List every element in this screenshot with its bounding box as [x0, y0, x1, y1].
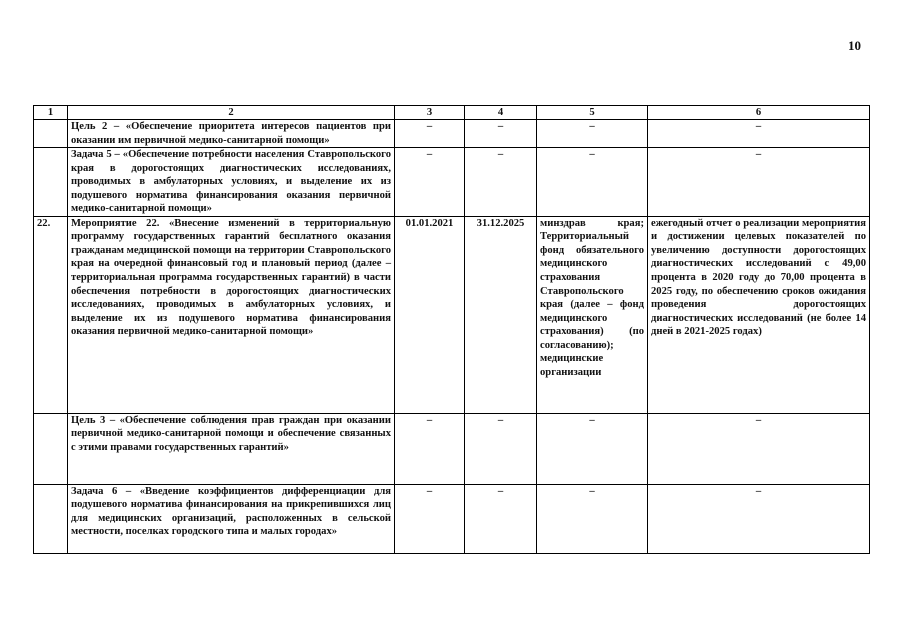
row-description: Задача 6 – «Введение коэффициентов дифференциации для подушевого норматива финансирования на прикрепившихся лиц для медицинских организаций, расположенных в сельской местности, поселках городского типа и малых городах»	[68, 484, 395, 553]
column-header: 6	[648, 106, 870, 120]
row-end-date: –	[465, 148, 537, 217]
row-start-date: –	[395, 148, 465, 217]
row-start-date: –	[395, 484, 465, 553]
row-description: Цель 2 – «Обеспечение приоритета интересов пациентов при оказании им первичной медико-санитарной помощи»	[68, 120, 395, 148]
row-executor: –	[537, 484, 648, 553]
row-number	[34, 148, 68, 217]
row-executor: –	[537, 120, 648, 148]
row-result: –	[648, 413, 870, 484]
page-number: 10	[848, 38, 861, 53]
table-row	[34, 216, 870, 413]
column-header: 2	[68, 106, 395, 120]
column-header: 3	[395, 106, 465, 120]
row-executor: минздрав края; Территориальный фонд обязательного медицинского страхования Ставропольского края (далее – фонд медицинского страхования) (по согласованию); медицинские организации	[537, 216, 648, 413]
row-result: –	[648, 120, 870, 148]
row-end-date: 31.12.2025	[465, 216, 537, 413]
column-header: 1	[34, 106, 68, 120]
table-row	[34, 413, 870, 484]
row-number: 22.	[34, 216, 68, 413]
row-result: –	[648, 148, 870, 217]
row-number	[34, 413, 68, 484]
row-start-date: 01.01.2021	[395, 216, 465, 413]
row-executor: –	[537, 148, 648, 217]
row-start-date: –	[395, 413, 465, 484]
row-result: –	[648, 484, 870, 553]
row-number	[34, 120, 68, 148]
row-end-date: –	[465, 413, 537, 484]
row-result: ежегодный отчет о реализации мероприятия и достижении целевых показателей по увеличению доступности дорогостоящих диагностических исследований с 49,00 процента в 2020 году до 70,00 процента в 2025 году, по обеспечению сроков ожидания проведения дорогостоящих диагностических исследований (не более 14 дней в 2021-2025 годах)	[648, 216, 870, 413]
row-end-date: –	[465, 120, 537, 148]
row-description: Цель 3 – «Обеспечение соблюдения прав граждан при оказании первичной медико-санитарной помощи и обеспечение связанных с этими правами государственных гарантий»	[68, 413, 395, 484]
row-executor: –	[537, 413, 648, 484]
column-header: 4	[465, 106, 537, 120]
row-number	[34, 484, 68, 553]
row-description: Мероприятие 22. «Внесение изменений в территориальную программу государственных гарантий бесплатного оказания гражданам медицинской помощи на территории Ставропольского края на очередной финансовый год и плановый период (далее – территориальная программа государственных гарантий) в части обеспечения потребности в дорогостоящих диагностических исследованиях, проводимых в амбулаторных условиях, и выделение их из подушевого норматива финансирования оказания первичной медико-санитарной помощи»	[68, 216, 395, 413]
row-start-date: –	[395, 120, 465, 148]
table-row	[34, 120, 870, 148]
row-description: Задача 5 – «Обеспечение потребности населения Ставропольского края в дорогостоящих диагностических исследованиях, проводимых в амбулаторных условиях, и выделение их из подушевого норматива финансирования оказания первичной медико-санитарной помощи»	[68, 148, 395, 217]
column-header: 5	[537, 106, 648, 120]
table-row	[34, 484, 870, 553]
table-row	[34, 148, 870, 217]
row-end-date: –	[465, 484, 537, 553]
program-measures-table	[33, 105, 870, 554]
table-header-row	[34, 106, 870, 120]
